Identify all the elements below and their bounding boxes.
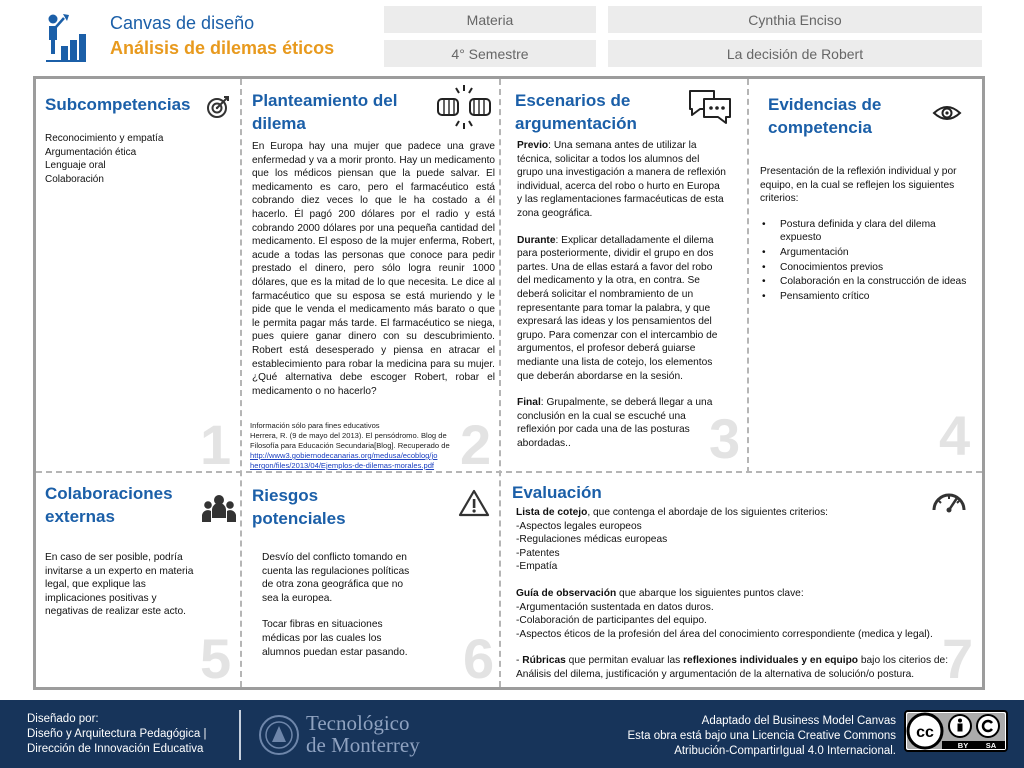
list-item: • Postura definida y clara del dilema expuesto bbox=[760, 218, 970, 245]
eye-icon bbox=[932, 103, 962, 123]
speech-bubbles-icon bbox=[686, 87, 734, 127]
grid-divider bbox=[499, 79, 501, 687]
footer bbox=[0, 700, 1024, 768]
evidencias-list bbox=[760, 218, 970, 304]
title-line: potenciales bbox=[252, 508, 346, 528]
subcompetencias-list bbox=[45, 132, 235, 186]
evidencias-intro: Presentación de la reflexión individual y por equipo, en la cual se reflejen los siguientes criterios: bbox=[760, 166, 957, 205]
guia-observacion bbox=[516, 587, 976, 641]
credit-line: Diseñado por: bbox=[27, 713, 99, 725]
list-item: Lenguaje oral bbox=[45, 160, 106, 172]
planteamiento-title bbox=[252, 90, 397, 136]
escenario-durante bbox=[517, 234, 727, 384]
list-item: • Conocimientos previos bbox=[760, 261, 970, 275]
title-line: dilema bbox=[252, 113, 306, 133]
eval-desc: Análisis del dilema, justificación y argumentación de la alternativa de solución/o postura. bbox=[516, 668, 915, 680]
riesgos-title bbox=[252, 485, 346, 531]
list-item: • Argumentación bbox=[760, 246, 970, 260]
escenario-desc: : Una semana antes de utilizar la técnica, solicitar a todos los alumnos del grupo una investigación a manera de reflexión individual, acerca del robo o hurto en Europa y las reglamentaciones farmacéuticas de esta zona geográfica. bbox=[517, 140, 726, 219]
eval-desc: bajo los citerios de: bbox=[858, 655, 949, 667]
list-item: Argumentación ética bbox=[45, 146, 137, 158]
cell-number: 5 bbox=[200, 627, 232, 690]
footer-divider bbox=[239, 710, 241, 760]
lista-cotejo bbox=[516, 506, 976, 574]
cc-by-sa-badge[interactable] bbox=[904, 710, 1008, 752]
cell-number: 7 bbox=[942, 627, 974, 690]
grid-divider bbox=[747, 79, 749, 473]
cc-sa-label: SA bbox=[985, 741, 997, 750]
credit-line: Diseño y Arquitectura Pedagógica | bbox=[27, 728, 207, 740]
evidencias-text bbox=[760, 165, 970, 304]
list-item: -Regulaciones médicas europeas bbox=[516, 534, 668, 546]
materia-field[interactable]: Materia bbox=[384, 6, 596, 33]
group-icon bbox=[202, 492, 236, 526]
cell-number: 1 bbox=[200, 413, 232, 476]
title-line: competencia bbox=[768, 117, 872, 137]
credit-line: Dirección de Innovación Educativa bbox=[27, 743, 204, 755]
escenario-label: Previo bbox=[517, 140, 549, 151]
tec-logo-text bbox=[306, 712, 420, 756]
evidencias-title bbox=[768, 94, 881, 140]
list-item: • Colaboración en la construcción de ideas bbox=[760, 275, 970, 289]
escenario-label: Durante bbox=[517, 234, 556, 246]
cc-logo-text: cc bbox=[916, 724, 934, 741]
case-field[interactable]: La decisión de Robert bbox=[608, 40, 982, 67]
license-line[interactable]: Esta obra está bajo una Licencia Creative Commons bbox=[627, 730, 896, 742]
title-line: Planteamiento del bbox=[252, 91, 398, 110]
eval-label: reflexiones individuales y en equipo bbox=[683, 655, 859, 667]
title-line: externas bbox=[45, 506, 115, 526]
title-line: Evidencias de bbox=[768, 95, 882, 114]
cell-number: 2 bbox=[460, 413, 492, 476]
cell-number: 4 bbox=[939, 404, 971, 467]
riesgos-text bbox=[262, 551, 422, 659]
escenario-label: Final bbox=[517, 397, 541, 409]
colaboraciones-text: En caso de ser posible, podría invitarse a un experto en materia legal, que explique las implicaciones positivas y negativas de realizar este acto. bbox=[45, 552, 194, 618]
target-icon bbox=[206, 95, 230, 119]
escenario-previo bbox=[517, 139, 727, 221]
cell-number: 3 bbox=[709, 407, 741, 470]
person-podium-icon bbox=[44, 10, 88, 64]
list-item: -Patentes bbox=[516, 547, 560, 559]
list-item: -Empatía bbox=[516, 561, 558, 573]
logo-line: de Monterrey bbox=[306, 733, 420, 757]
author-field[interactable]: Cynthia Enciso bbox=[608, 6, 982, 33]
cell-number: 6 bbox=[463, 627, 495, 690]
escenario-final bbox=[517, 396, 727, 450]
list-item: • Pensamiento crítico bbox=[760, 290, 970, 304]
semestre-field[interactable]: 4° Semestre bbox=[384, 40, 596, 67]
subcompetencias-title: Subcompetencias bbox=[45, 95, 191, 114]
title-line: Riesgos bbox=[252, 486, 319, 505]
escenario-desc: : Explicar detalladamente el dilema para posteriormente, dividir el grupo en dos partes. Una de ellas estará a favor del robo del medicamento y la otra, en contra. Se deberá solicitar el nombramiento de un representante para tomar la palabra, y que expresará las ideas y los pensamientos del grupo. Para comenzar con el intercambio de argumentos, el profesor deberá guiarse mediante una lista de cotejo, los elementos que deberán abordarse en la sesión. bbox=[517, 234, 718, 382]
tec-seal-icon bbox=[258, 714, 300, 756]
reference-block bbox=[250, 421, 454, 471]
tec-monterrey-logo bbox=[258, 708, 428, 762]
design-canvas bbox=[33, 76, 985, 690]
escenarios-text bbox=[517, 139, 727, 450]
evaluacion-text bbox=[516, 506, 976, 682]
grid-divider bbox=[240, 79, 242, 687]
grid-divider bbox=[36, 471, 982, 473]
title-line: argumentación bbox=[515, 113, 637, 133]
eval-label: Rúbricas bbox=[522, 655, 566, 667]
title-line: Colaboraciones bbox=[45, 484, 173, 503]
riesgo-item: Tocar fibras en situaciones médicas por las cuales los alumnos puedan estar pasando. bbox=[262, 619, 408, 658]
canvas-subtitle: Análisis de dilemas éticos bbox=[110, 38, 335, 58]
reference-link[interactable]: http://www3.gobiernodecanarias.org/medusa/ecoblog/jo hergon/files/2013/04/Ejemplos-de-dilemas-morales.pdf bbox=[250, 451, 438, 470]
eval-desc: que permitan evaluar las bbox=[565, 655, 684, 667]
license-line: Atribución-CompartirIgual 4.0 Internacional. bbox=[674, 745, 896, 757]
rubricas bbox=[516, 654, 976, 681]
list-item: -Aspectos éticos de la profesión del área del conocimiento correspondiente (medica y legal). bbox=[516, 628, 933, 640]
header bbox=[0, 0, 1024, 76]
list-item: -Colaboración de participantes del equipo. bbox=[516, 615, 707, 627]
designer-credits bbox=[27, 712, 206, 757]
canvas-title: Canvas de diseño bbox=[110, 13, 255, 33]
reference-citation: Herrera, R. (9 de mayo del 2013). El pensódromo. Blog de Filosofía para Educación Secundaria[Blog]. Recuperado de bbox=[250, 431, 450, 450]
planteamiento-text: En Europa hay una mujer que padece una grave enfermedad y va a morir pronto. Hay un medicamento que los médicos piensan que la puede salvar. El medicamento es caro, pero el farmacéutico está cobrando diez veces lo que le ha costado a él hacerlo. Él pagó 200 dólares por el radio y está cobrando 2000 dólares por una pequeña cantidad del medicamento. El esposo de la mujer enferma, Robert, acude a todas las personas que conoce para pedir prestado el dinero, pero sólo logra reunir 1000 dólares, que es la mitad de lo que necesita. Le dice al farmacéutico que su esposa se está muriendo y le pide que le venda el medicamento más barato o que le permita pagar más tarde. El farmacéutico se niega, pues quiere ganar dinero con su descubrimiento. Robert está desesperado y piensa en atracar el establecimiento para robar la medicina para su mujer. ¿Qué alternativa debe escoger Robert, robar el medicamento o no hacerlo? bbox=[252, 141, 495, 397]
list-item: Colaboración bbox=[45, 173, 104, 185]
reference-note: Información sólo para fines educativos bbox=[250, 421, 380, 430]
eval-desc: que abarque los siguientes puntos clave: bbox=[616, 587, 804, 599]
license-text bbox=[628, 714, 896, 759]
cc-by-label: BY bbox=[957, 741, 969, 750]
license-line: Adaptado del Business Model Canvas bbox=[701, 715, 896, 727]
evaluacion-title: Evaluación bbox=[512, 483, 602, 502]
riesgo-item: Desvío del conflicto tomando en cuenta las regulaciones políticas de otra zona geográfica que no sea la europea. bbox=[262, 552, 410, 604]
eval-label: Lista de cotejo bbox=[516, 507, 588, 518]
eval-desc: - bbox=[516, 655, 523, 667]
list-item: -Aspectos legales europeos bbox=[516, 520, 642, 532]
warning-icon bbox=[458, 489, 490, 517]
escenarios-title bbox=[515, 90, 637, 136]
fists-clash-icon bbox=[434, 82, 494, 132]
title-line: Escenarios de bbox=[515, 91, 631, 110]
logo-line: Tecnológico bbox=[306, 711, 410, 735]
eval-label: Guía de observación bbox=[516, 587, 617, 599]
colaboraciones-title bbox=[45, 483, 173, 529]
escenario-desc: : Grupalmente, se deberá llegar a una conclusión en la cual se escuché una reflexión por cada una de las posturas abordadas.. bbox=[517, 397, 713, 449]
list-item: Reconocimiento y empatía bbox=[45, 133, 164, 144]
eval-desc: , que contenga el abordaje de los siguientes criterios: bbox=[587, 507, 829, 518]
list-item: -Argumentación sustentada en datos duros. bbox=[516, 601, 714, 613]
